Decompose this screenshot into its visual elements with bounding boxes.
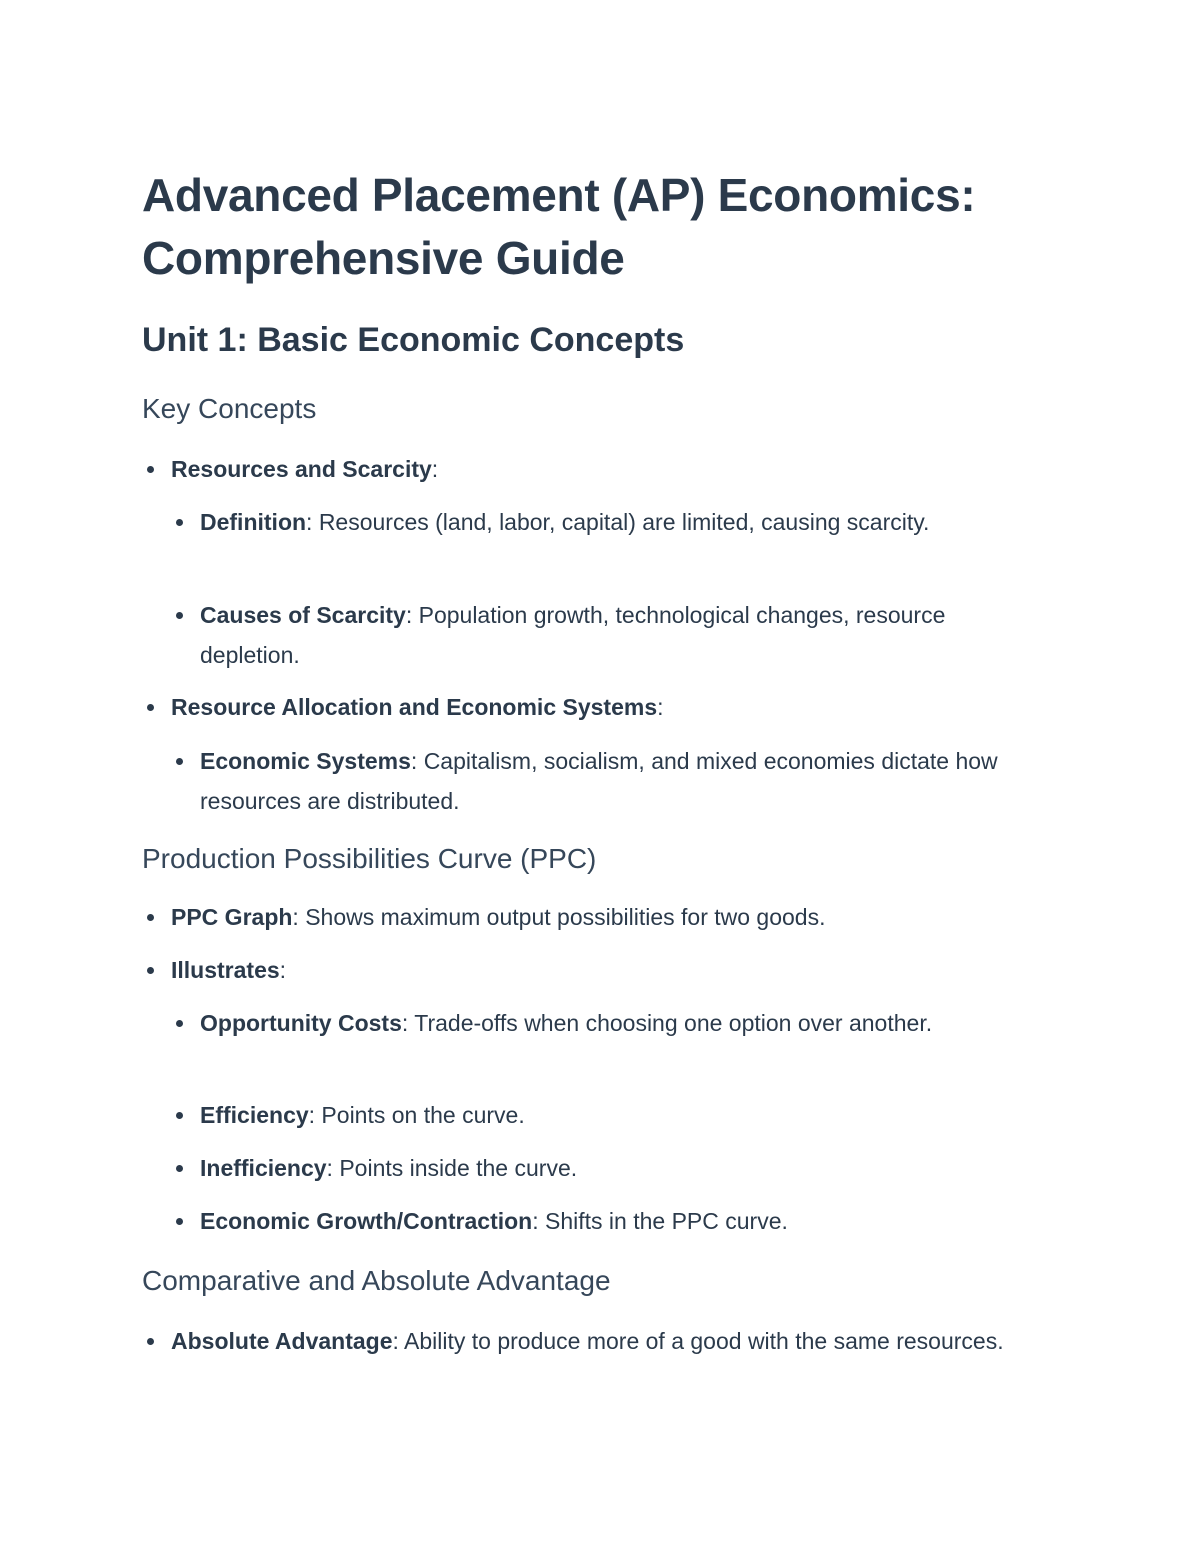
document-title-block xyxy=(142,164,1062,290)
bullet-icon xyxy=(147,704,154,711)
item-text: : Ability to produce more of a good with the same resources. xyxy=(392,1328,1004,1354)
item-term: Resources and Scarcity xyxy=(171,456,432,482)
item-term: Definition xyxy=(200,509,307,535)
bullet-icon xyxy=(147,914,154,921)
item-text: : xyxy=(431,456,439,482)
list-item xyxy=(200,1148,1020,1188)
section-heading-block xyxy=(142,389,1062,429)
item-term: Inefficiency xyxy=(200,1155,327,1181)
item-text: : Points inside the curve. xyxy=(326,1155,578,1181)
list-item xyxy=(200,741,1020,821)
item-term: Economic Growth/Contraction xyxy=(200,1208,533,1234)
list-item xyxy=(200,1201,1020,1241)
section-heading-key-concepts: Key Concepts xyxy=(142,393,317,424)
item-text: : Shifts in the PPC curve. xyxy=(532,1208,788,1234)
item-term: Economic Systems xyxy=(200,748,411,774)
item-term: Absolute Advantage xyxy=(171,1328,393,1354)
item-text: : Points on the curve. xyxy=(308,1102,525,1128)
list-item xyxy=(200,1095,1020,1135)
item-text: : Trade-offs when choosing one option over another. xyxy=(401,1010,933,1036)
list-item xyxy=(171,449,1071,489)
bullet-icon xyxy=(147,967,154,974)
list-item xyxy=(171,1321,1051,1361)
list-item xyxy=(200,595,990,675)
section-heading-block xyxy=(142,839,1062,879)
item-text: : Population growth, technological changes, resource depletion. xyxy=(200,602,946,668)
item-text: : xyxy=(279,957,287,983)
bullet-icon xyxy=(176,1112,183,1119)
item-text: : Capitalism, socialism, and mixed economies dictate how resources are distributed. xyxy=(200,748,998,814)
list-item xyxy=(171,687,1071,727)
list-item xyxy=(171,950,1071,990)
list-item xyxy=(200,502,1020,542)
item-text: : Resources (land, labor, capital) are limited, causing scarcity. xyxy=(306,509,930,535)
bullet-icon xyxy=(176,758,183,765)
list-item xyxy=(200,1003,990,1043)
bullet-icon xyxy=(176,1020,183,1027)
bullet-icon xyxy=(176,1218,183,1225)
item-term: Causes of Scarcity xyxy=(200,602,406,628)
bullet-icon xyxy=(147,466,154,473)
item-term: Opportunity Costs xyxy=(200,1010,402,1036)
section-heading-ppc: Production Possibilities Curve (PPC) xyxy=(142,843,597,874)
unit-heading: Unit 1: Basic Economic Concepts xyxy=(142,321,685,359)
item-text: : Shows maximum output possibilities for two goods. xyxy=(292,904,826,930)
bullet-icon xyxy=(176,612,183,619)
list-item xyxy=(171,897,1071,937)
item-term: PPC Graph xyxy=(171,904,293,930)
item-text: : xyxy=(657,694,664,720)
bullet-icon xyxy=(176,519,183,526)
item-term: Illustrates xyxy=(171,957,280,983)
item-term: Resource Allocation and Economic Systems xyxy=(171,694,658,720)
bullet-icon xyxy=(147,1338,154,1345)
bullet-icon xyxy=(176,1165,183,1172)
unit-heading-block xyxy=(142,318,1062,362)
item-term: Efficiency xyxy=(200,1102,309,1128)
section-heading-advantage: Comparative and Absolute Advantage xyxy=(142,1265,611,1296)
section-heading-block xyxy=(142,1261,1062,1301)
document-title: Advanced Placement (AP) Economics: Comprehensive Guide xyxy=(142,169,976,284)
